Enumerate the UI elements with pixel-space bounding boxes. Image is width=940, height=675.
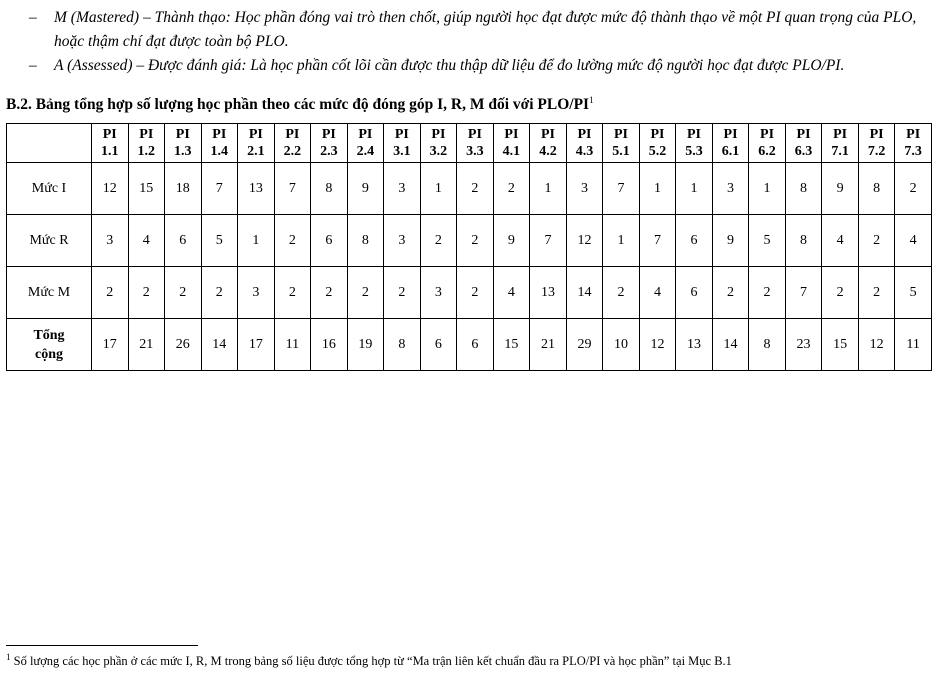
table-header-row [7, 124, 932, 163]
column-header [238, 124, 275, 163]
column-header-prefix: PI [467, 127, 482, 142]
footnote-divider [6, 645, 198, 646]
table-cell: 2 [347, 267, 384, 319]
table-cell: 4 [493, 267, 530, 319]
column-header-number: 7.2 [867, 144, 886, 159]
table-cell: 3 [238, 267, 275, 319]
column-header-number: 2.3 [320, 144, 338, 159]
table-cell: 4 [639, 267, 676, 319]
table-cell: 2 [457, 163, 494, 215]
table-cell: 1 [530, 163, 567, 215]
table-cell: 7 [639, 215, 676, 267]
table-cell: 9 [712, 215, 749, 267]
table-cell: 3 [420, 267, 457, 319]
total-row-label [7, 319, 92, 371]
column-header-prefix: PI [833, 127, 848, 142]
row-label: Mức R [7, 215, 92, 267]
table-cell: 8 [785, 215, 822, 267]
table-row [7, 163, 932, 215]
table-cell: 5 [895, 267, 932, 319]
column-header [420, 124, 457, 163]
total-cell: 23 [785, 319, 822, 371]
table-cell: 2 [822, 267, 859, 319]
total-label-line2: cộng [35, 346, 63, 362]
list-dash: – [29, 9, 37, 26]
table-cell: 6 [676, 215, 713, 267]
definition-item-assessed [0, 54, 940, 78]
table-cell: 4 [895, 215, 932, 267]
header-corner-cell [7, 124, 92, 163]
column-header-number: 2.4 [356, 144, 375, 159]
table-cell: 2 [128, 267, 165, 319]
table-cell: 15 [128, 163, 165, 215]
total-cell: 17 [238, 319, 275, 371]
total-row [7, 319, 932, 371]
column-header [92, 124, 129, 163]
summary-table [6, 123, 932, 371]
total-cell: 19 [347, 319, 384, 371]
total-cell: 26 [165, 319, 202, 371]
column-header [749, 124, 786, 163]
column-header [530, 124, 567, 163]
column-header-prefix: PI [504, 127, 519, 142]
table-cell: 6 [676, 267, 713, 319]
total-cell: 12 [639, 319, 676, 371]
table-cell: 1 [420, 163, 457, 215]
column-header-prefix: PI [650, 127, 665, 142]
column-header [895, 124, 932, 163]
column-header [165, 124, 202, 163]
table-cell: 2 [749, 267, 786, 319]
total-cell: 14 [712, 319, 749, 371]
column-header-prefix: PI [248, 127, 263, 142]
table-cell: 2 [384, 267, 421, 319]
column-header [274, 124, 311, 163]
total-cell: 11 [895, 319, 932, 371]
table-cell: 1 [238, 215, 275, 267]
column-header-prefix: PI [394, 127, 409, 142]
table-cell: 1 [603, 215, 640, 267]
table-cell: 12 [92, 163, 129, 215]
table-cell: 2 [201, 267, 238, 319]
table-cell: 8 [311, 163, 348, 215]
table-cell: 3 [92, 215, 129, 267]
footnote-text: Số lượng các học phần ở các mức I, R, M trong bảng số liệu được tổng hợp từ “Ma trận liên kết chuẩn đầu ra PLO/PI và học phần” tại Mục B.1 [10, 654, 732, 668]
total-cell: 12 [858, 319, 895, 371]
column-header-prefix: PI [431, 127, 446, 142]
column-header [457, 124, 494, 163]
total-label-line1: Tổng [33, 327, 65, 343]
table-row [7, 215, 932, 267]
column-header-prefix: PI [102, 127, 117, 142]
column-header [566, 124, 603, 163]
total-cell: 15 [822, 319, 859, 371]
total-cell: 8 [749, 319, 786, 371]
definition-item-mastered [0, 6, 940, 54]
column-header [858, 124, 895, 163]
table-cell: 2 [457, 267, 494, 319]
column-header [639, 124, 676, 163]
column-header-number: 4.3 [575, 144, 594, 159]
column-header-prefix: PI [906, 127, 921, 142]
column-header-number: 6.3 [794, 144, 813, 159]
column-header-number: 1.4 [210, 144, 229, 159]
column-header [384, 124, 421, 163]
table-cell: 8 [785, 163, 822, 215]
column-header-number: 3.2 [429, 144, 448, 159]
table-cell: 7 [785, 267, 822, 319]
total-cell: 17 [92, 319, 129, 371]
total-cell: 21 [530, 319, 567, 371]
definition-text: A (Assessed) – Được đánh giá: Là học phần cốt lõi cần được thu thập dữ liệu để đo lường mức độ người học đạt được PLO/PI. [54, 57, 845, 74]
column-header [311, 124, 348, 163]
column-header [201, 124, 238, 163]
table-cell: 7 [201, 163, 238, 215]
column-header-number: 5.3 [685, 144, 703, 159]
total-cell: 6 [457, 319, 494, 371]
column-header-number: 5.1 [612, 144, 630, 159]
column-header [712, 124, 749, 163]
column-header-prefix: PI [796, 127, 811, 142]
total-cell: 16 [311, 319, 348, 371]
table-cell: 2 [603, 267, 640, 319]
table-cell: 2 [311, 267, 348, 319]
column-header-prefix: PI [358, 127, 373, 142]
total-cell: 14 [201, 319, 238, 371]
column-header-prefix: PI [175, 127, 190, 142]
column-header-number: 6.1 [721, 144, 740, 159]
table-cell: 8 [858, 163, 895, 215]
table-cell: 6 [311, 215, 348, 267]
table-cell: 2 [895, 163, 932, 215]
column-header [676, 124, 713, 163]
table-cell: 13 [238, 163, 275, 215]
column-header-number: 1.1 [101, 144, 119, 159]
table-cell: 2 [92, 267, 129, 319]
definition-text: M (Mastered) – Thành thạo: Học phần đóng vai trò then chốt, giúp người học đạt được mức độ thành thạo về một PI quan trọng của PLO, hoặc thậm chí đạt được toàn bộ PLO. [54, 9, 917, 50]
total-cell: 11 [274, 319, 311, 371]
table-cell: 3 [566, 163, 603, 215]
table-cell: 2 [274, 215, 311, 267]
column-header [785, 124, 822, 163]
table-cell: 8 [347, 215, 384, 267]
total-cell: 21 [128, 319, 165, 371]
table-cell: 9 [493, 215, 530, 267]
table-row [7, 267, 932, 319]
table-cell: 7 [274, 163, 311, 215]
table-cell: 2 [712, 267, 749, 319]
column-header-prefix: PI [139, 127, 154, 142]
column-header-number: 6.2 [758, 144, 776, 159]
table-cell: 6 [165, 215, 202, 267]
column-header-number: 7.1 [831, 144, 849, 159]
column-header-number: 3.3 [466, 144, 484, 159]
table-cell: 2 [274, 267, 311, 319]
definition-list [0, 6, 940, 78]
column-header-number: 5.2 [648, 144, 667, 159]
total-cell: 6 [420, 319, 457, 371]
table-cell: 7 [603, 163, 640, 215]
column-header-prefix: PI [321, 127, 336, 142]
table-cell: 2 [493, 163, 530, 215]
table-cell: 4 [822, 215, 859, 267]
section-heading [6, 94, 936, 116]
column-header [347, 124, 384, 163]
column-header-number: 2.2 [283, 144, 302, 159]
total-cell: 13 [676, 319, 713, 371]
row-label: Mức I [7, 163, 92, 215]
table-cell: 3 [384, 163, 421, 215]
table-cell: 7 [530, 215, 567, 267]
footnote-reference: 1 [589, 94, 594, 105]
footnote [6, 651, 732, 669]
table-cell: 5 [749, 215, 786, 267]
table-cell: 3 [712, 163, 749, 215]
table-cell: 12 [566, 215, 603, 267]
column-header [493, 124, 530, 163]
table-cell: 9 [822, 163, 859, 215]
column-header [128, 124, 165, 163]
column-header-prefix: PI [285, 127, 300, 142]
column-header-prefix: PI [687, 127, 701, 142]
column-header-prefix: PI [723, 127, 738, 142]
column-header-number: 7.3 [904, 144, 922, 159]
section-heading-text: B.2. Bảng tổng hợp số lượng học phần theo các mức độ đóng góp I, R, M đối với PLO/PI [6, 96, 590, 113]
list-dash: – [29, 57, 37, 74]
table-cell: 9 [347, 163, 384, 215]
column-header [822, 124, 859, 163]
column-header-number: 4.2 [539, 144, 557, 159]
table-cell: 2 [457, 215, 494, 267]
table-cell: 2 [420, 215, 457, 267]
total-cell: 8 [384, 319, 421, 371]
table-cell: 2 [858, 215, 895, 267]
column-header-prefix: PI [540, 127, 555, 142]
column-header-number: 3.1 [393, 144, 411, 159]
column-header-prefix: PI [212, 127, 227, 142]
column-header-number: 2.1 [247, 144, 265, 159]
table-cell: 2 [858, 267, 895, 319]
row-label: Mức M [7, 267, 92, 319]
column-header-number: 1.2 [137, 144, 156, 159]
table-cell: 13 [530, 267, 567, 319]
table-cell: 18 [165, 163, 202, 215]
table-cell: 1 [749, 163, 786, 215]
table-cell: 1 [676, 163, 713, 215]
total-cell: 29 [566, 319, 603, 371]
column-header-prefix: PI [869, 127, 884, 142]
footnote-mark: 1 [6, 651, 11, 662]
table-cell: 1 [639, 163, 676, 215]
column-header-number: 4.1 [502, 144, 521, 159]
table-cell: 5 [201, 215, 238, 267]
table-cell: 14 [566, 267, 603, 319]
table-cell: 4 [128, 215, 165, 267]
column-header-prefix: PI [613, 127, 628, 142]
table-cell: 2 [165, 267, 202, 319]
column-header-prefix: PI [760, 127, 775, 142]
column-header-number: 1.3 [174, 144, 192, 159]
column-header [603, 124, 640, 163]
table-cell: 3 [384, 215, 421, 267]
total-cell: 10 [603, 319, 640, 371]
total-cell: 15 [493, 319, 530, 371]
column-header-prefix: PI [577, 127, 592, 142]
